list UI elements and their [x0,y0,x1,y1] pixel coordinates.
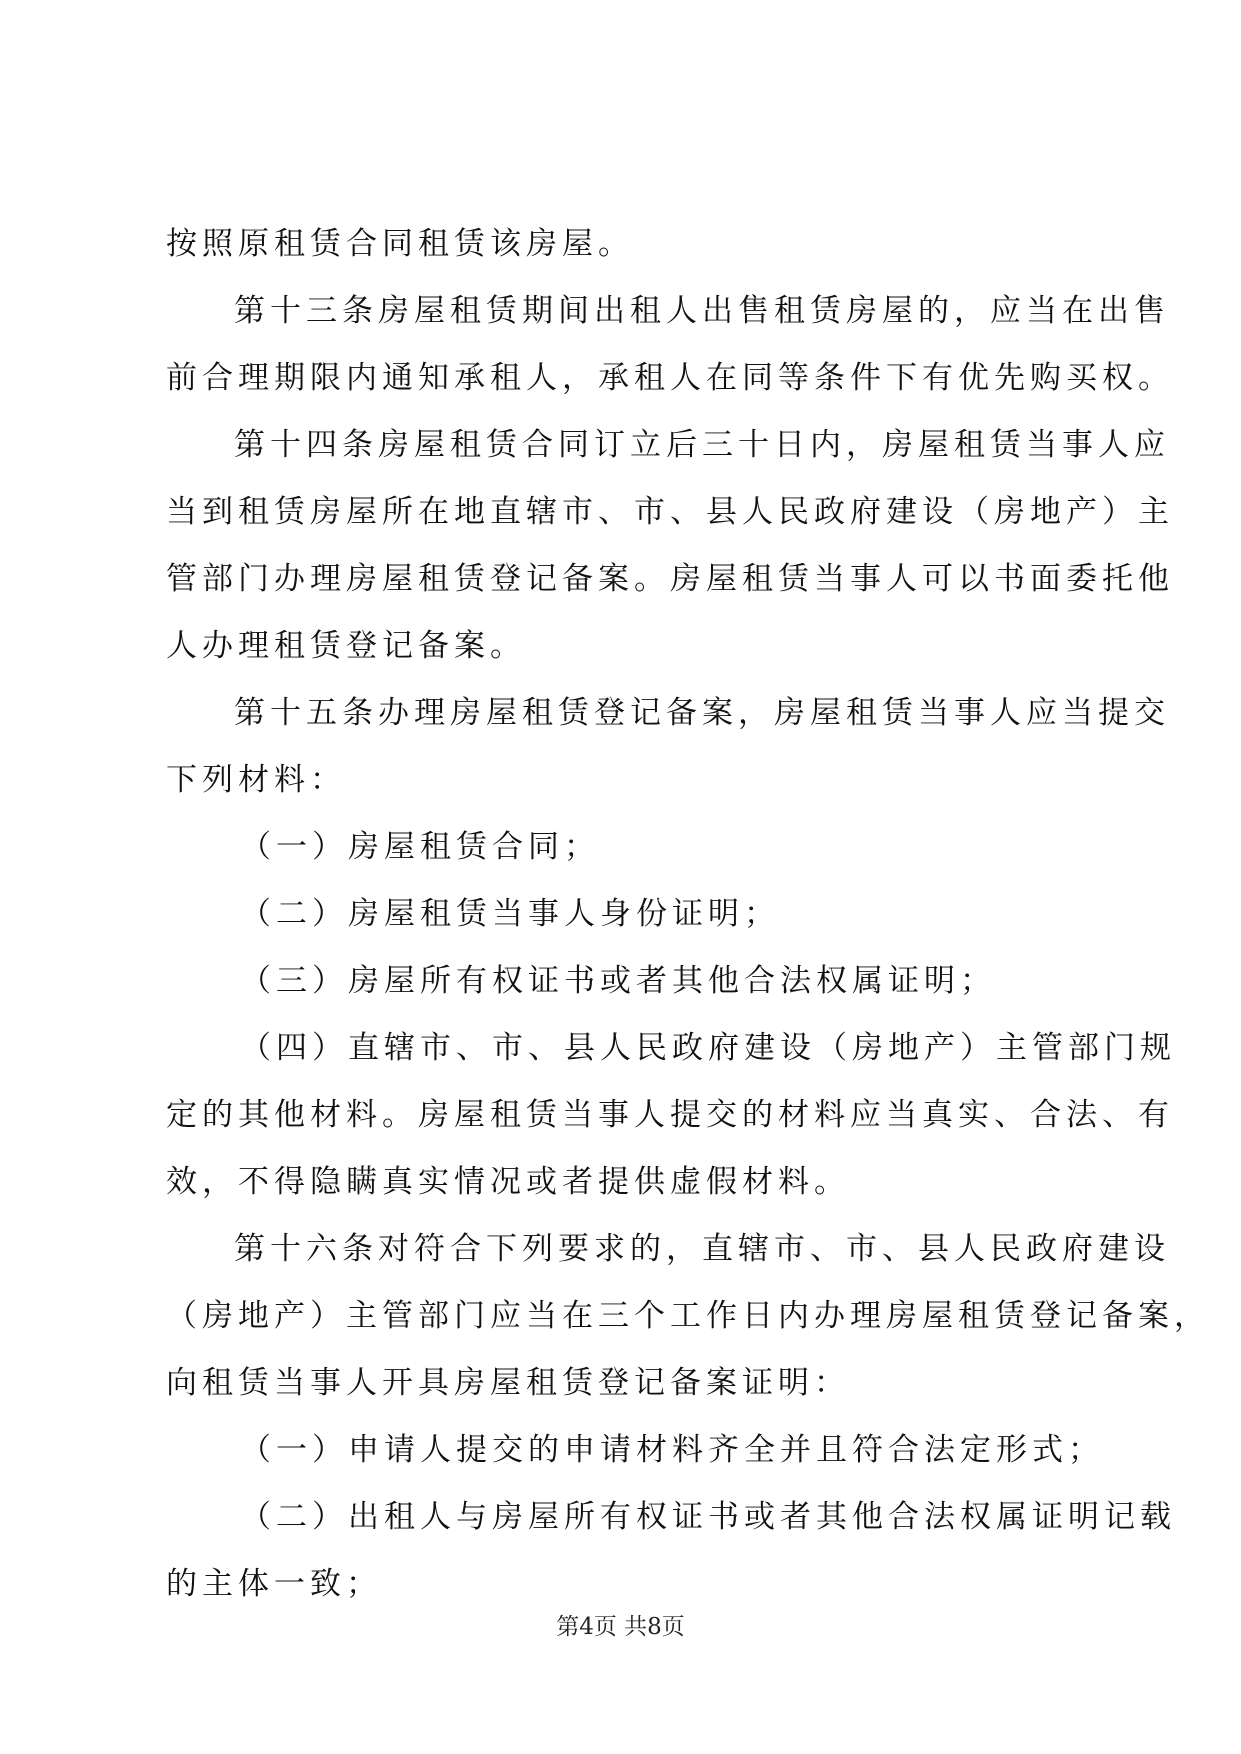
text-line: 效，不得隐瞒真实情况或者提供虚假材料。 [166,1164,850,1200]
list-item: （三）房屋所有权证书或者其他合法权属证明； [240,963,996,999]
list-item: （二）出租人与房屋所有权证书或者其他合法权属证明记载 [240,1499,1176,1535]
text-line: （房地产）主管部门应当在三个工作日内办理房屋租赁登记备案， [166,1298,1210,1334]
text-line: 管部门办理房屋租赁登记备案。房屋租赁当事人可以书面委托他 [166,561,1174,597]
page-number-footer: 第4页 共8页 [556,1614,685,1640]
text-line: 下列材料： [166,762,346,798]
text-line: 当到租赁房屋所在地直辖市、市、县人民政府建设（房地产）主 [166,494,1174,530]
list-item: （一）房屋租赁合同； [240,829,600,865]
list-item: （一）申请人提交的申请材料齐全并且符合法定形式； [240,1432,1104,1468]
text-line: 向租赁当事人开具房屋租赁登记备案证明： [166,1365,850,1401]
text-line: 第十六条对符合下列要求的，直辖市、市、县人民政府建设 [234,1231,1170,1267]
text-line: 的主体一致； [166,1566,382,1602]
text-line: 按照原租赁合同租赁该房屋。 [166,226,634,262]
list-item: （二）房屋租赁当事人身份证明； [240,896,780,932]
text-line: 第十三条房屋租赁期间出租人出售租赁房屋的，应当在出售 [234,293,1170,329]
text-line: 人办理租赁登记备案。 [166,628,526,664]
text-line: 定的其他材料。房屋租赁当事人提交的材料应当真实、合法、有 [166,1097,1174,1133]
text-line: 第十四条房屋租赁合同订立后三十日内，房屋租赁当事人应 [234,427,1170,463]
list-item: （四）直辖市、市、县人民政府建设（房地产）主管部门规 [240,1030,1176,1066]
text-line: 第十五条办理房屋租赁登记备案，房屋租赁当事人应当提交 [234,695,1170,731]
text-line: 前合理期限内通知承租人，承租人在同等条件下有优先购买权。 [166,360,1174,396]
